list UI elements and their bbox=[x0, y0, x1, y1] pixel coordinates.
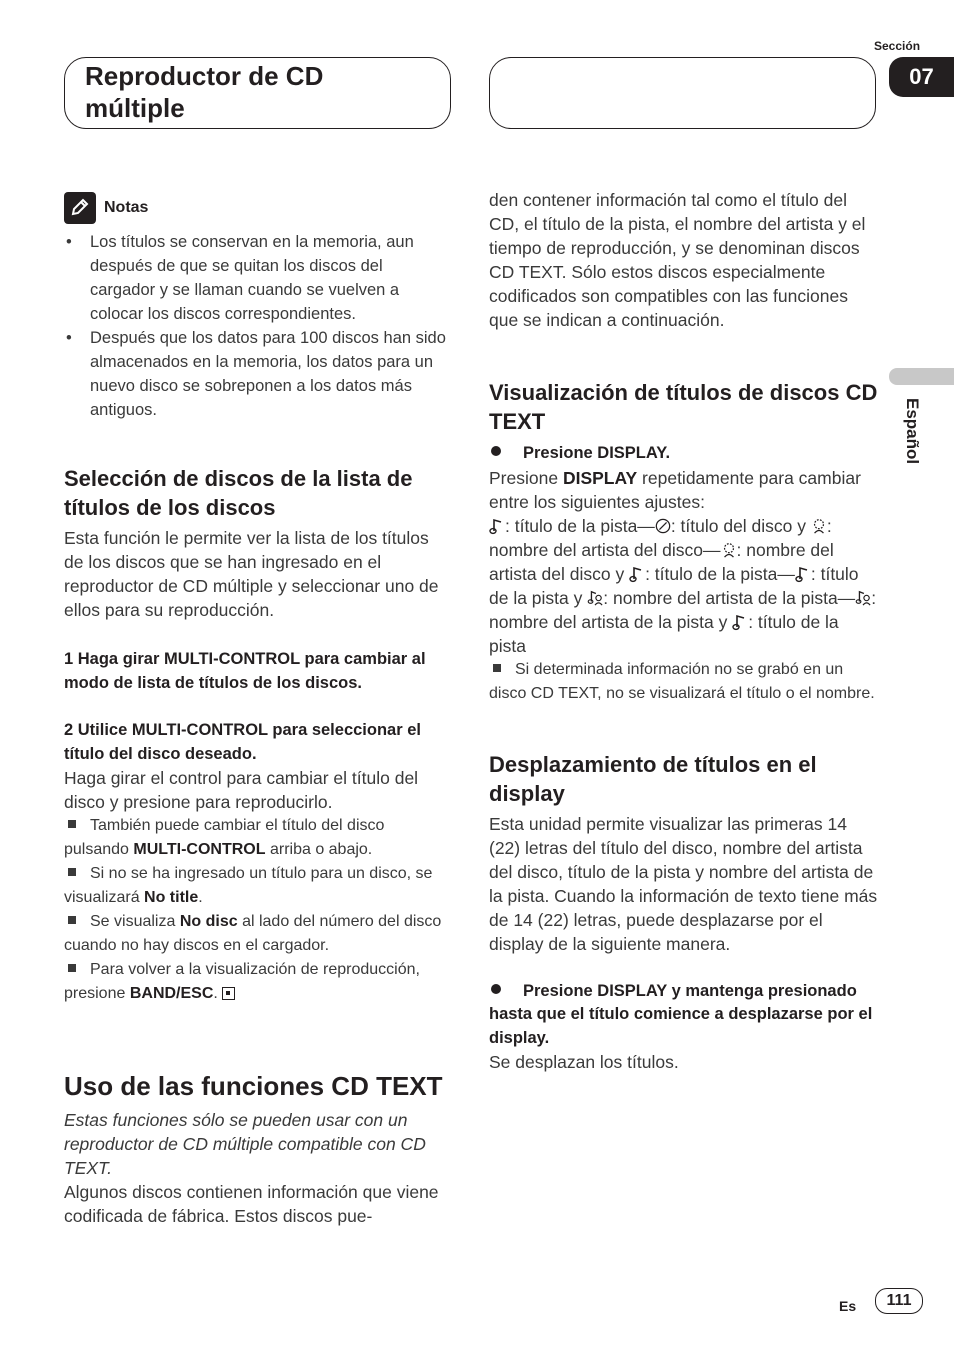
main-section-title: Uso de las funciones CD TEXT bbox=[64, 1071, 443, 1101]
section-body-disc-list: Esta función le permite ver la lista de los títulos de los discos que se han ingresado en el reproductor de CD múltiple y seleccionar uno de ellos para su reproducción. bbox=[64, 528, 439, 620]
pencil-note-icon bbox=[64, 192, 96, 224]
notes-list bbox=[64, 230, 450, 422]
disc-icon bbox=[655, 517, 671, 535]
step-hold-display-body: Se desplazan los títulos. bbox=[489, 1052, 679, 1072]
page-number: 111 bbox=[875, 1288, 923, 1314]
side-tab-bar bbox=[889, 368, 954, 385]
note-item: • Después que los datos para 100 discos han sido almacenados en la memoria, los datos para un nuevo disco se sobreponen a los datos más antiguos. bbox=[64, 326, 450, 422]
end-mark-icon bbox=[222, 987, 235, 1000]
track-note-icon bbox=[629, 565, 645, 583]
left-column bbox=[64, 192, 450, 1228]
notes-heading bbox=[64, 192, 450, 224]
step-2: 2 Utilice MULTI-CONTROL para seleccionar el título del disco deseado. bbox=[64, 721, 421, 763]
footer-lang: Es bbox=[839, 1298, 857, 1314]
header-empty-box bbox=[489, 57, 876, 129]
track-note-icon bbox=[489, 517, 505, 535]
disc-artist-icon bbox=[811, 517, 827, 535]
tip-item: Si no se ha ingresado un título para un disco, se visualizará No title. bbox=[64, 865, 433, 906]
section-label: Sección bbox=[874, 39, 921, 53]
continued-body: den contener información tal como el título del CD, el título de la pista, el nombre del artista y el tiempo de reproducción, y se denominan discos CD TEXT. Sólo estos discos especialmente codificados son compatibles con las funciones que se indican a continuación. bbox=[489, 190, 866, 330]
main-section-body: Algunos discos contienen información que viene codificada de fábrica. Estos discos pue- bbox=[64, 1182, 439, 1226]
main-section-intro: Estas funciones sólo se pueden usar con un reproductor de CD múltiple compatible con CD TEXT. bbox=[64, 1110, 426, 1178]
step-1: 1 Haga girar MULTI-CONTROL para cambiar al modo de lista de títulos de los discos. bbox=[64, 650, 426, 692]
track-artist-icon bbox=[587, 589, 603, 607]
step-hold-display: Presione DISPLAY y mantenga presionado hasta que el título comience a desplazarse por el display. bbox=[489, 981, 873, 1047]
display-sequence: : título de la pista— : título del disco y : nombre del artista del disco— : nombre del artista del disco y : título de la pista— : título de la pista y : nombre del artista de la pista— : nombre del artista de la pista y : título de la pista bbox=[489, 515, 877, 656]
section-heading-scroll: Desplazamiento de títulos en el display bbox=[489, 751, 817, 806]
tip-item: Se visualiza No disc al lado del número del disco cuando no hay discos en el cargador. bbox=[64, 913, 442, 954]
tip-item: Si determinada información no se grabó en un disco CD TEXT, no se visualizará el título o el nombre. bbox=[489, 660, 875, 702]
track-note-icon bbox=[732, 613, 748, 631]
side-tab-label: Español bbox=[903, 398, 922, 465]
step-press-display: Presione DISPLAY. bbox=[489, 442, 879, 466]
track-artist-icon bbox=[855, 589, 871, 607]
right-column bbox=[489, 188, 879, 1074]
section-number: 07 bbox=[889, 57, 954, 97]
track-note-icon bbox=[795, 565, 811, 583]
step-2-body: Haga girar el control para cambiar el título del disco y presione para reproducirlo. bbox=[64, 768, 419, 812]
tip-item: También puede cambiar el título del disco pulsando MULTI-CONTROL arriba o abajo. bbox=[64, 817, 385, 858]
section-heading-cd-text: Visualización de títulos de discos CD TEXT bbox=[489, 380, 878, 434]
notes-title: Notas bbox=[104, 199, 149, 216]
tip-item: Para volver a la visualización de reproducción, presione BAND/ESC. bbox=[64, 961, 420, 1002]
disc-artist-icon bbox=[721, 541, 737, 559]
section-body-scroll: Esta unidad permite visualizar las primeras 14 (22) letras del título del disco, nombre del artista del disco, título de la pista y nombre del artista de la pista. Cuando la información de texto tiene más de 14 (22) letras, puede desplazarse por el display de la siguiente manera. bbox=[489, 813, 878, 954]
note-item: • Los títulos se conservan en la memoria, aun después de que se quitan los discos del cargador y se llaman cuando se vuelven a colocar los discos correspondientes. bbox=[64, 230, 450, 326]
section-heading-disc-list: Selección de discos de la lista de títulos de los discos bbox=[64, 466, 413, 520]
page-title: Reproductor de CD múltiple bbox=[85, 61, 324, 123]
step-press-display-body: Presione DISPLAY repetidamente para cambiar entre los siguientes ajustes: bbox=[489, 467, 861, 512]
